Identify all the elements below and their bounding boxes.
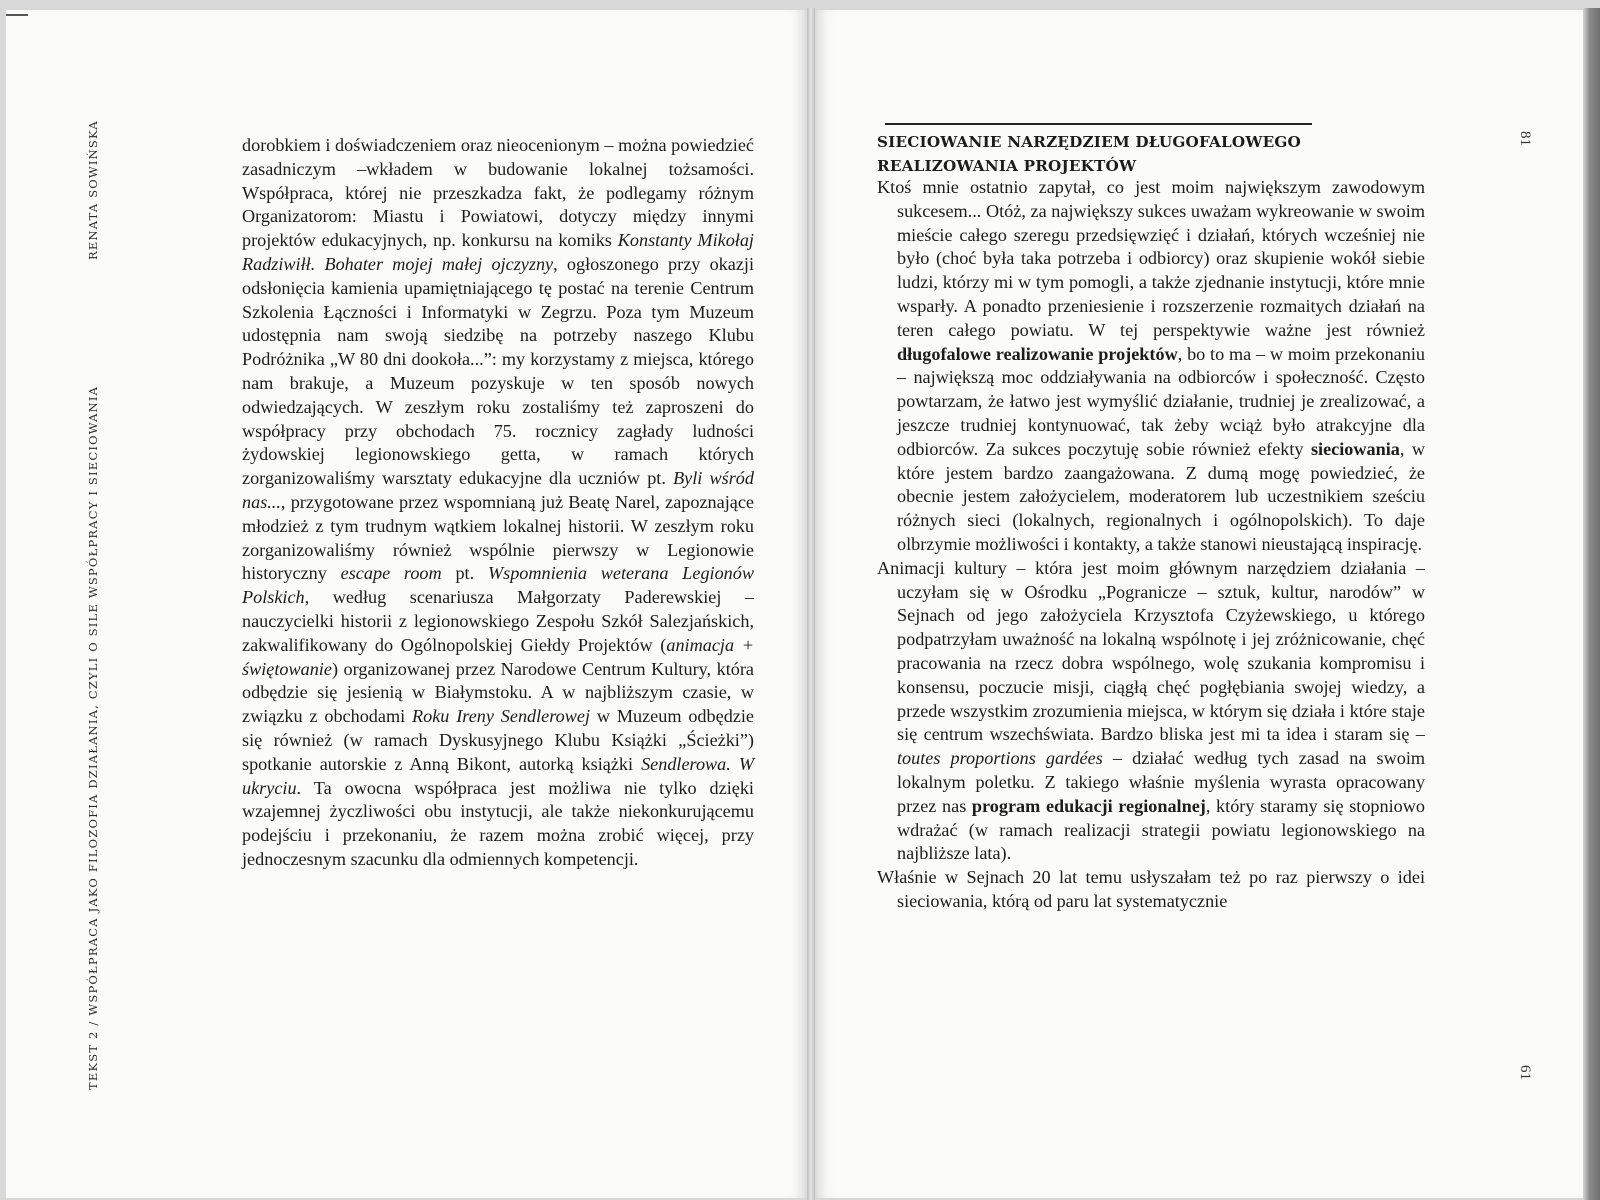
running-head-title: TEKST 2 / WSPÓŁPRACA JAKO FILOZOFIA DZIAŁANIA, CZYLI O SILE WSPÓŁPRACY I SIECIOWANIA (86, 385, 100, 1090)
section-heading-line-2: REALIZOWANIA PROJEKTÓW (877, 157, 1137, 175)
left-italic-run: Sendlerowa. W ukryciu (242, 753, 754, 798)
left-text-run: ) organizowanej przez Narodowe Centrum Kultury, która odbędzie się jesienią w Białymstoku. A w najbliższym czasie, w związku z obchodami (242, 658, 754, 727)
left-text-run: , według scenariusza Małgorzaty Paderewskiej – nauczycielki historii z legionowskiego Zespołu Szkół Salezjańskich, zakwalifikowany do Ogólnopolskiej Giełdy Projektów ( (242, 587, 754, 655)
section-heading-line-1: SIECIOWANIE NARZĘDZIEM DŁUGOFALOWEGO (877, 133, 1301, 151)
right-bold-run: długofalowe realizowanie projektów (897, 343, 1178, 364)
section-rule (885, 123, 1312, 125)
left-text-run: . Ta owocna współpraca jest możliwa nie tylko dzięki wzajemnej życzliwości obu instytucji, ale także niekonkurującemu podejściu i przekonaniu, że razem można zrobić więcej, przy jednoczesnym szacunku dla odmiennych kompetencji. (242, 777, 754, 869)
running-head-author: RENATA SOWIŃSKA (86, 120, 100, 260)
book-gutter (807, 8, 815, 1200)
right-text-run: Właśnie w Sejnach 20 lat temu usłyszałam też po raz pierwszy o idei sieciowania, którą od paru lat systematycznie (877, 867, 1425, 911)
left-body-text (242, 134, 754, 872)
right-paragraph-2 (877, 557, 1425, 866)
left-italic-run: animacja + świętowanie (242, 634, 754, 679)
left-italic-run: Wspomnienia weterana Legionów Polskich (242, 563, 755, 608)
left-italic-run: Byli wśród nas... (242, 468, 754, 512)
right-bold-run: sieciowania (1310, 438, 1400, 459)
right-text-run: – działać według tych zasad na swoim lokalnym poletku. Z takiego właśnie myślenia wyrasta opracowany przez nas (897, 748, 1426, 816)
folio-bottom: 61 (1517, 1065, 1533, 1080)
right-italic-run: toutes proportions gardées (897, 748, 1103, 769)
corner-mark (6, 14, 28, 16)
section-heading (877, 130, 1377, 178)
left-italic-run: Roku Ireny Sendlerowej (412, 706, 591, 727)
page-edge (1583, 8, 1600, 1200)
left-paragraph (242, 134, 754, 872)
left-text-run: pt. (441, 563, 488, 584)
right-text-run: , w które jestem bardzo zaangażowana. Z dumą mogę powiedzieć, że obecnie jestem założycielem, moderatorem lub uczestnikiem sześciu różnych sieci (lokalnych, regionalnych i ogólnopolskich). To daje olbrzymie możliwości i kontakty, a także stanowi nieustającą inspirację. (897, 438, 1425, 554)
right-body-text (877, 176, 1425, 914)
right-bold-run: program edukacji regionalnej (971, 795, 1206, 816)
right-text-run: Animacji kultury – która jest moim głównym narzędziem działania – uczyłam się w Ośrodku „Pogranicze – sztuk, kultur, narodów” w Sejnach od jego założyciela Krzysztofa Czyżewskiego, u którego podpatrzyłam uważność na lokalną wspólnotę i jej zróżnicowanie, chęć pracowania na rzecz dobra wspólnego, wolę szukania kompromisu i konsensu, poczucie misji, ciągłą chęć pogłębiania swojej wiedzy, a przede wszystkim zrozumienia miejsca, w którym się działa i które staje się centrum wszechświata. Bardzo bliska jest mi ta idea i staram się – (877, 557, 1425, 745)
right-text-run: , który staramy się stopniowo wdrażać (w ramach realizacji strategii powiatu legionowskiego na najbliższe lata). (897, 795, 1425, 864)
folio-top: 81 (1517, 131, 1533, 146)
right-text-run: , bo to ma – w moim przekonaniu – największą moc oddziaływania na odbiorców i społeczność. Często powtarzam, że łatwo jest wymyślić działanie, trudniej je zrealizować, a jeszcze trudniej kontynuować, tak żeby wciąż było atrakcyjne dla odbiorców. Za sukces poczytuję sobie również efekty (897, 343, 1425, 459)
left-italic-run: escape room (340, 563, 442, 584)
left-italic-run: Konstanty Mikołaj Radziwiłł. Bohater mojej małej ojczyzny (242, 230, 754, 274)
right-text-run: Ktoś mnie ostatnio zapytał, co jest moim największym zawodowym sukcesem... Otóż, za największy sukces uważam wykreowanie w swoim mieście całego szeregu przedsięwzięć i działań, których wcześniej nie było (choć była taka potrzeba i odbiorcy) oraz skupienie wokół siebie ludzi, którzy mi w tym pomogli, a także zjednanie instytucji, które mnie wsparły. A ponadto przeniesienie i rozszerzenie rozmaitych działań na teren całego powiatu. W tej perspektywie ważne jest również (877, 177, 1425, 340)
right-paragraph-1 (877, 176, 1425, 557)
left-text-run: w Muzeum odbędzie się również (w ramach Dyskusyjnego Klubu Książki „Ścieżki”) spotkanie autorskie z Anną Bikont, autorką książki (242, 706, 754, 774)
left-text-run: , ogłoszonego przy okazji odsłonięcia kamienia upamiętniającego tę postać na terenie Centrum Szkolenia Łączności i Informatyki w Zegrzu. Poza tym Muzeum udostępnia nam swoją siedzibę na potrzeby naszego Klubu Podróżnika „W 80 dni dookoła...”: my korzystamy z miejsca, którego nam brakuje, a Muzeum pozyskuje w ten sposób nowych odwiedzających. W zeszłym roku zostaliśmy też zaproszeni do współpracy przy obchodach 75. rocznicy zagłady ludności żydowskiej legionowskiego getta, w ramach których zorganizowaliśmy warsztaty edukacyjne dla uczniów pt. (242, 253, 755, 489)
right-paragraph-3 (877, 866, 1425, 914)
left-text-run: dorobkiem i doświadczeniem oraz nieocenionym – można powiedzieć zasadniczym –wkładem w budowanie lokalnej tożsamości. Współpraca, której nie przeszkadza fakt, że podlegamy różnym Organizatorom: Miastu i Powiatowi, dotyczy między innymi projektów edukacyjnych, np. konkursu na komiks (242, 135, 754, 251)
left-text-run: , przygotowane przez wspomnianą już Beatę Narel, zapoznające młodzież z tym trudnym wątkiem lokalnej historii. W zeszłym roku zorganizowaliśmy również wspólnie pierwszy w Legionowie historyczny (242, 491, 754, 584)
